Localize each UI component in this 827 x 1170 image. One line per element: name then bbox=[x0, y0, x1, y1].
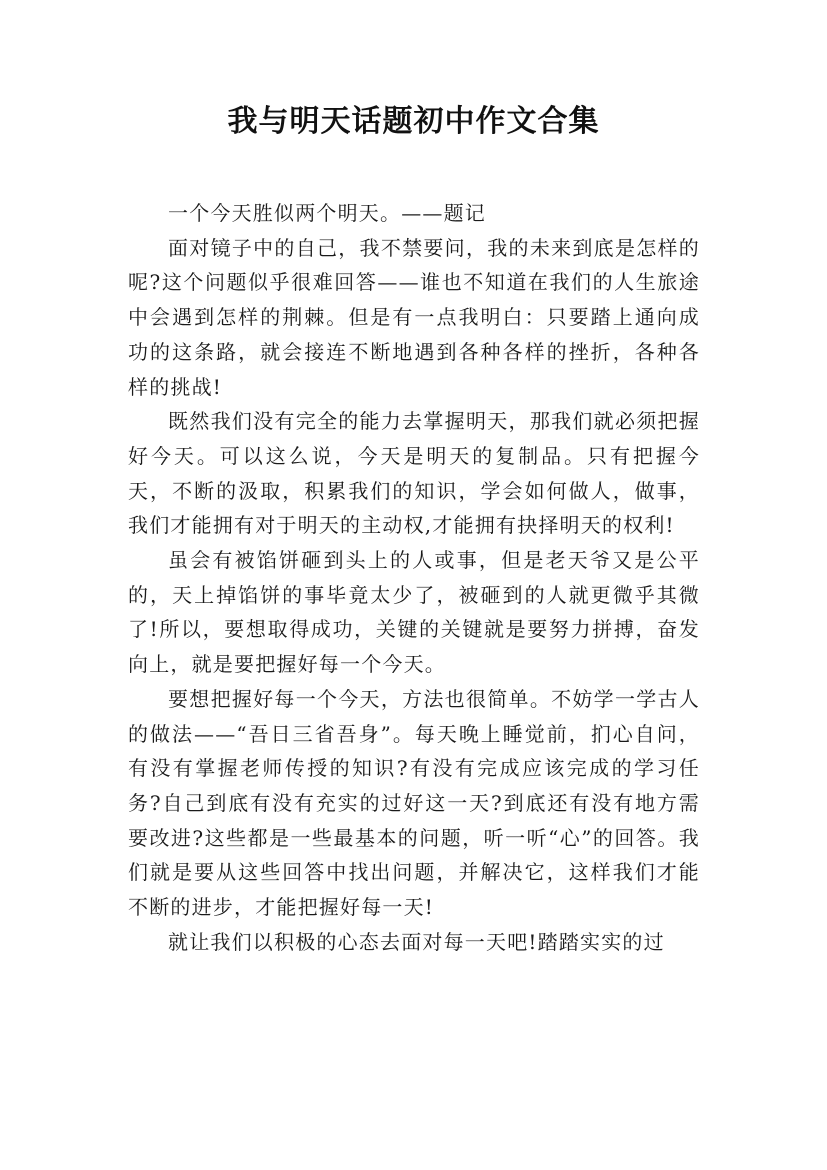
paragraph-epigraph: 一个今天胜似两个明天。——题记 bbox=[168, 201, 486, 225]
paragraph: 要想把握好每一个今天，方法也很简单。不妨学一学古人的做法——“吾日三省吾身”。每天晚上睡觉前，扪心自问，有没有掌握老师传授的知识?有没有完成应该完成的学习任务?自己到底有没有充实的过好这一天?到底还有没有地方需要改进?这些都是一些最基本的问题，听一听“心”的回答。我们就是要从这些回答中找出问题，并解决它，这样我们才能不断的进步，才能把握好每一天! bbox=[128, 686, 700, 920]
document-body bbox=[128, 196, 700, 959]
paragraph: 既然我们没有完全的能力去掌握明天，那我们就必须把握好今天。可以这么说，今天是明天的复制品。只有把握今天，不断的汲取，积累我们的知识，学会如何做人，做事，我们才能拥有对于明天的主动权,才能拥有抉择明天的权利! bbox=[128, 409, 700, 538]
document-title: 我与明天话题初中作文合集 bbox=[227, 104, 600, 139]
paragraph: 就让我们以积极的心态去面对每一天吧!踏踏实实的过 bbox=[168, 929, 665, 954]
paragraph: 面对镜子中的自己，我不禁要问，我的未来到底是怎样的呢?这个问题似乎很难回答——谁也不知道在我们的人生旅途中会遇到怎样的荆棘。但是有一点我明白：只要踏上通向成功的这条路，就会接连不断地遇到各种各样的挫折，各种各样的挑战! bbox=[128, 235, 700, 399]
paragraph: 虽会有被馅饼砸到头上的人或事，但是老天爷又是公平的，天上掉馅饼的事毕竟太少了，被砸到的人就更微乎其微了!所以，要想取得成功，关键的关键就是要努力拼搏，奋发向上，就是要把握好每一个今天。 bbox=[128, 548, 700, 677]
